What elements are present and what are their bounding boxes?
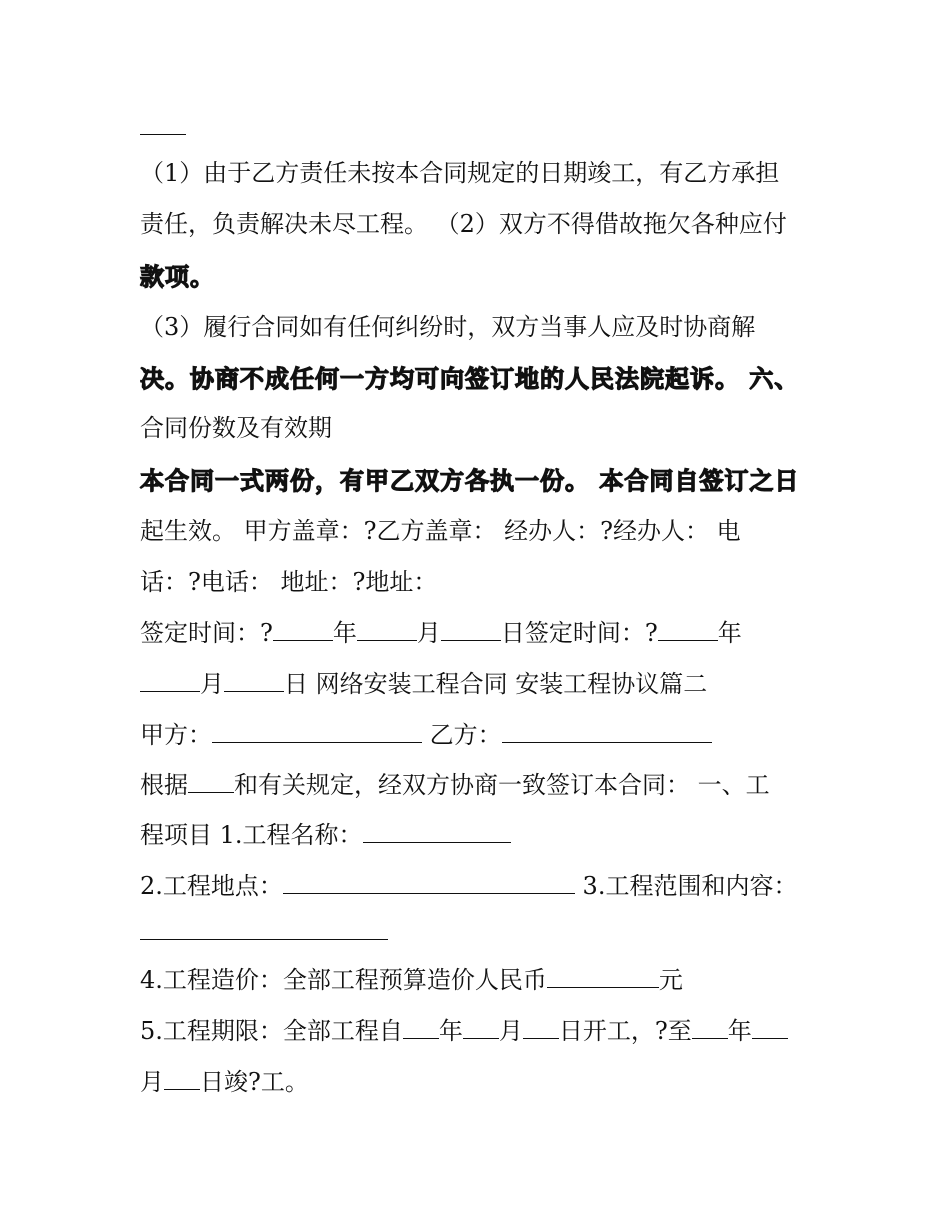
section-title-text: 日 网络安装工程合同 安装工程协议篇二: [284, 670, 708, 698]
blank-day-2: [224, 669, 284, 692]
project-name-blank: [363, 820, 511, 843]
party-a-blank: [212, 720, 422, 743]
period-label-month-1: 月: [498, 1017, 523, 1045]
period-blank-month-2: [752, 1016, 788, 1039]
text-line-6: 合同份数及有效期: [140, 414, 332, 442]
text-line-2: 责任，负责解决未尽工程。 （2）双方不得借故拖欠各种应付: [140, 210, 787, 238]
blank-month-2: [140, 669, 200, 692]
project-period-label: 5.工程期限：全部工程自: [140, 1017, 403, 1045]
signing-label-2: 日签定时间：?: [500, 619, 658, 647]
basis-blank: [188, 770, 234, 793]
period-label-month-2: 月: [140, 1068, 164, 1096]
blank-month-1: [357, 618, 417, 641]
signing-time-line: [140, 618, 742, 648]
project-scope-blank: [140, 939, 388, 940]
signing-time-line-2: [140, 669, 707, 699]
label-month-2: 月: [200, 670, 224, 698]
project-name-label: 程项目 1.工程名称：: [140, 821, 363, 849]
project-cost-line: [140, 965, 683, 995]
project-cost-unit: 元: [658, 966, 683, 994]
project-location-line: [140, 871, 797, 901]
text-line-7: 本合同一式两份，有甲乙双方各执一份。 本合同自签订之日: [140, 467, 800, 495]
project-location-label: 2.工程地点：: [140, 872, 283, 900]
project-cost-blank: [547, 965, 659, 988]
period-label-end: 日竣?工。: [200, 1068, 309, 1096]
text-line-3: 款项。: [140, 263, 215, 291]
period-label-start: 日开工，?至: [558, 1017, 692, 1045]
period-label-year-1: 年: [438, 1017, 463, 1045]
label-year-1: 年: [332, 619, 357, 647]
text-line-9: 话：?电话： 地址：?地址：: [140, 568, 438, 596]
period-blank-day-2: [164, 1067, 200, 1090]
label-year-2: 年: [717, 619, 742, 647]
period-label-year-2: 年: [727, 1017, 752, 1045]
top-underline: [140, 134, 186, 135]
project-location-blank: [283, 871, 575, 894]
party-b-label: 乙方：: [429, 721, 502, 749]
blank-year-2: [658, 618, 718, 641]
period-blank-month-1: [463, 1016, 499, 1039]
period-blank-day-1: [523, 1016, 559, 1039]
text-line-8: 起生效。 甲方盖章：?乙方盖章： 经办人：?经办人： 电: [140, 517, 741, 545]
basis-label: 根据: [140, 771, 188, 799]
project-cost-label: 4.工程造价：全部工程预算造价人民币: [140, 966, 547, 994]
text-line-1: （1）由于乙方责任未按本合同规定的日期竣工，有乙方承担: [140, 159, 780, 187]
period-blank-year-1: [403, 1016, 439, 1039]
project-name-line: [140, 820, 511, 850]
period-blank-year-2: [692, 1016, 728, 1039]
signing-label-1: 签定时间：?: [140, 619, 273, 647]
basis-line: [140, 770, 770, 800]
project-period-line: [140, 1016, 788, 1046]
blank-year-1: [273, 618, 333, 641]
project-scope-label: 3.工程范围和内容：: [582, 872, 798, 900]
label-month-1: 月: [416, 619, 441, 647]
blank-day-1: [441, 618, 501, 641]
party-a-label: 甲方：: [140, 721, 212, 749]
text-line-5: 决。协商不成任何一方均可向签订地的人民法院起诉。 六、: [140, 365, 800, 393]
project-period-line-2: [140, 1067, 309, 1097]
party-b-blank: [502, 720, 712, 743]
parties-line: [140, 720, 712, 750]
text-line-4: （3）履行合同如有任何纠纷时，双方当事人应及时协商解: [140, 313, 756, 341]
basis-text: 和有关规定，经双方协商一致签订本合同： 一、工: [234, 771, 770, 799]
